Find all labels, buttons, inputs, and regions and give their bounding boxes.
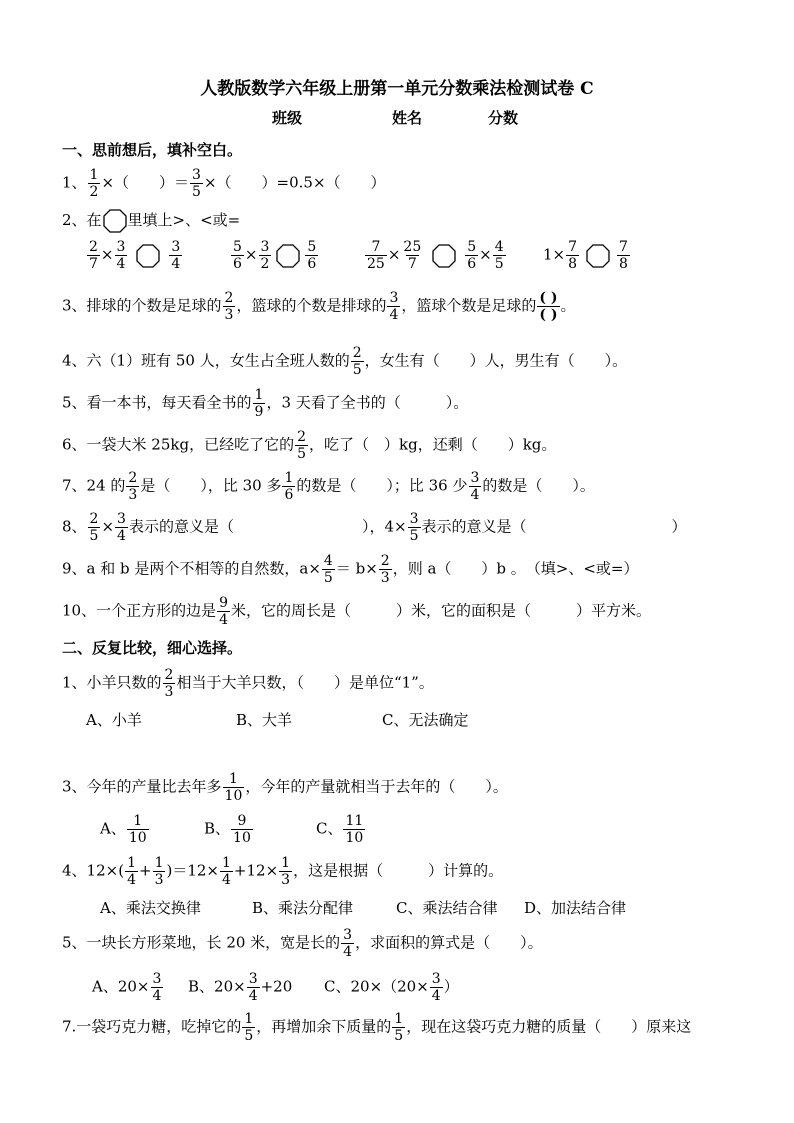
fraction — [115, 240, 128, 271]
numerator: 3 — [389, 290, 399, 306]
question-text: ，则 a（ ）b 。 （填>、<或=） — [392, 559, 639, 578]
denominator: 4 — [389, 307, 399, 323]
denominator: 4 — [470, 487, 480, 503]
fraction — [430, 972, 443, 1003]
question-1-1 — [62, 168, 386, 199]
fraction — [217, 596, 230, 627]
fraction — [253, 388, 266, 419]
question-text: )＝12× — [166, 861, 219, 880]
numerator: 9 — [219, 595, 229, 611]
numerator: 2 — [224, 290, 234, 306]
question-text: 5、看一本书，每天看全书的 — [62, 393, 252, 412]
option-a[interactable]: A、小羊 — [86, 711, 142, 729]
denominator: 3 — [128, 487, 138, 503]
question-text: ，再增加余下质量的 — [256, 1017, 392, 1036]
fraction — [127, 814, 149, 845]
numerator: 3 — [431, 971, 441, 987]
question-1-5 — [62, 388, 468, 419]
question-text: 相当于大羊只数，（ ）是单位“1”。 — [176, 673, 434, 692]
numerator: 25 — [403, 239, 422, 255]
numerator: 2 — [89, 511, 99, 527]
fraction — [566, 240, 579, 271]
question-1-10 — [62, 596, 651, 627]
numerator: 11 — [345, 813, 364, 829]
question-text: C、20×（20× — [324, 977, 429, 996]
question-2-3 — [62, 772, 508, 803]
numerator: 5 — [233, 239, 242, 255]
question-text: 7、24 的 — [62, 476, 126, 495]
fraction — [190, 168, 203, 199]
fraction — [305, 240, 318, 271]
numerator: 5 — [467, 239, 477, 255]
octagon-icon[interactable] — [136, 244, 160, 268]
fraction — [465, 240, 478, 271]
question-text: × — [101, 517, 115, 536]
question-text: 4、六（1）班有 50 人，女生占全班人数的 — [62, 351, 350, 370]
numerator: 1 — [127, 855, 136, 871]
numerator: 3 — [260, 239, 270, 255]
numerator: 1 — [281, 855, 291, 871]
question-text: 是（ ），比 30 多 — [140, 476, 282, 495]
fraction — [282, 471, 295, 502]
numerator: 3 — [470, 470, 480, 486]
denominator: 10 — [128, 830, 147, 846]
question-text: + — [138, 861, 152, 880]
denominator: 4 — [116, 256, 126, 272]
question-1-3 — [62, 291, 576, 322]
numerator: 3 — [116, 239, 126, 255]
name-label: 姓名 — [392, 109, 423, 127]
fraction — [379, 554, 392, 585]
fraction — [493, 240, 506, 271]
denominator: 5 — [494, 256, 504, 272]
numerator: 1 — [284, 470, 294, 486]
fraction — [322, 554, 335, 585]
question-1-4 — [62, 346, 627, 377]
numerator: 3 — [152, 971, 162, 987]
fraction — [341, 928, 354, 959]
fraction — [223, 772, 245, 803]
question-text: × — [100, 245, 114, 264]
question-text: × — [387, 245, 401, 264]
option-c[interactable]: C、无法确定 — [382, 711, 469, 729]
numerator: 1 — [229, 771, 238, 787]
numerator: 2 — [164, 667, 174, 683]
denominator: 10 — [233, 830, 251, 846]
fraction — [125, 856, 138, 887]
numerator: 1 — [89, 167, 99, 183]
question-1-8 — [62, 512, 687, 543]
question-2-1 — [62, 668, 434, 699]
numerator: 4 — [494, 239, 504, 255]
option-a[interactable] — [92, 972, 164, 1003]
question-text: 4、12×( — [62, 861, 125, 880]
question-text: B、 — [204, 819, 231, 838]
denominator: 4 — [248, 988, 258, 1004]
section-1-heading: 一、思前想后，填补空白。 — [62, 141, 243, 159]
question-text: ），4× — [361, 517, 407, 536]
numerator: 5 — [307, 239, 317, 255]
option-b[interactable]: B、大羊 — [236, 711, 293, 729]
fraction — [259, 240, 272, 271]
numerator: 1 — [394, 1011, 404, 1027]
question-text: 。 — [560, 296, 576, 315]
question-text: 里填上>、<或= — [127, 211, 241, 229]
fraction — [343, 814, 365, 845]
question-text: 9、a 和 b 是两个不相等的自然数，a× — [62, 559, 321, 578]
question-text: ×（ ）=0.5×（ ） — [203, 173, 386, 192]
question-text: 表示的意义是（ — [421, 517, 527, 536]
question-1-2 — [62, 209, 240, 233]
question-text: ，篮球个数是足球的 — [401, 296, 537, 315]
denominator: 7 — [407, 256, 417, 272]
denominator: 3 — [224, 307, 234, 323]
question-2-5 — [62, 928, 543, 959]
numerator: 1 — [244, 1011, 254, 1027]
question-text: +12× — [233, 861, 279, 880]
octagon-icon[interactable] — [432, 244, 456, 268]
fraction — [169, 240, 182, 271]
denominator: 4 — [127, 872, 136, 888]
numerator: ( ) — [539, 290, 558, 306]
numerator: 3 — [248, 971, 258, 987]
denominator: 5 — [409, 528, 419, 544]
numerator: 4 — [323, 553, 333, 569]
denominator: 5 — [323, 570, 333, 586]
question-text: 1、小羊只数的 — [62, 673, 162, 692]
denominator: ( ) — [539, 307, 558, 323]
option-a[interactable]: A、乘法交换律 — [100, 899, 201, 917]
question-text: 5、一块长方形菜地，长 20 米，宽是长的 — [62, 933, 341, 952]
question-text: A、20× — [92, 977, 150, 996]
question-text: 1、 — [62, 173, 87, 192]
denominator: 8 — [619, 256, 628, 272]
section-2-heading: 二、反复比较，细心选择。 — [62, 639, 243, 657]
option-c[interactable] — [324, 972, 459, 1003]
numerator: 3 — [192, 167, 201, 183]
denominator: 5 — [89, 528, 99, 544]
fraction — [153, 856, 166, 887]
denominator: 9 — [254, 404, 264, 420]
question-text: ，这是根据（ ）计算的。 — [293, 861, 504, 880]
question-text: 1× — [543, 245, 566, 264]
numerator: 7 — [371, 239, 381, 255]
denominator: 8 — [568, 256, 578, 272]
fraction — [537, 291, 559, 322]
denominator: 10 — [345, 830, 364, 846]
question-text: × — [479, 245, 492, 264]
question-text: ，现在这袋巧克力糖的质量（ ）原来这 — [406, 1017, 692, 1036]
question-text: C、 — [316, 819, 343, 838]
question-text: 2、在 — [62, 211, 102, 229]
denominator: 5 — [297, 446, 307, 462]
question-text: ，求面积的算式是（ ）。 — [355, 933, 543, 952]
numerator: 9 — [237, 813, 247, 829]
fraction — [617, 240, 630, 271]
fraction — [242, 1012, 255, 1043]
question-1-6 — [62, 430, 556, 461]
denominator: 6 — [233, 256, 242, 272]
fraction — [220, 856, 233, 887]
question-text: ×（ ）＝ — [101, 173, 190, 192]
question-text: 的数是（ ）。 — [482, 476, 595, 495]
question-text: ，吃了（ ）kg，还剩（ ）kg。 — [309, 435, 557, 454]
question-text: ，3 天看了全书的（ ）。 — [266, 393, 469, 412]
question-text: ，篮球的个数是排球的 — [236, 296, 387, 315]
fraction — [231, 814, 253, 845]
question-text: 米，它的周长是（ ）米，它的面积是（ ）平方米。 — [231, 601, 652, 620]
question-1-7 — [62, 471, 595, 502]
fraction — [387, 291, 400, 322]
numerator: 2 — [352, 345, 362, 361]
numerator: 1 — [154, 855, 164, 871]
compare-row-3 — [364, 240, 507, 271]
fraction — [88, 512, 101, 543]
denominator: 7 — [89, 256, 98, 272]
denominator: 5 — [244, 1028, 254, 1044]
question-text: ，女生有（ ）人，男生有（ ）。 — [364, 351, 628, 370]
denominator: 3 — [164, 684, 174, 700]
denominator: 4 — [117, 528, 126, 544]
compare-row-4 — [543, 240, 631, 271]
option-b[interactable] — [188, 972, 292, 1003]
question-text: ） — [443, 977, 459, 996]
fraction — [279, 856, 292, 887]
denominator: 4 — [431, 988, 441, 1004]
score-label: 分数 — [488, 109, 519, 127]
page-title: 人教版数学六年级上册第一单元分数乘法检测试卷 C — [200, 79, 594, 99]
fraction — [88, 168, 101, 199]
fraction — [365, 240, 387, 271]
fraction — [223, 291, 236, 322]
option-d[interactable]: D、加法结合律 — [524, 899, 627, 917]
fraction — [151, 972, 164, 1003]
question-text: 10、一个正方形的边是 — [62, 601, 217, 620]
fraction — [392, 1012, 405, 1043]
numerator: 2 — [128, 470, 138, 486]
denominator: 4 — [343, 944, 353, 960]
denominator: 3 — [380, 570, 390, 586]
question-text: A、 — [100, 819, 126, 838]
option-c[interactable] — [316, 814, 366, 845]
numerator: 3 — [409, 511, 419, 527]
fraction — [295, 430, 308, 461]
fraction — [401, 240, 423, 271]
numerator: 7 — [619, 239, 628, 255]
denominator: 3 — [154, 872, 164, 888]
numerator: 3 — [171, 239, 181, 255]
question-text: 7.一袋巧克力糖，吃掉它的 — [62, 1017, 242, 1036]
question-text: 6、一袋大米 25kg，已经吃了它的 — [62, 435, 295, 454]
numerator: 2 — [297, 429, 307, 445]
numerator: 3 — [343, 927, 353, 943]
question-text: ，今年的产量就相当于去年的（ ）。 — [245, 777, 508, 796]
denominator: 2 — [260, 256, 270, 272]
denominator: 4 — [222, 872, 231, 888]
question-text: +20 — [260, 977, 293, 996]
denominator: 4 — [171, 256, 181, 272]
denominator: 4 — [152, 988, 162, 1004]
numerator: 1 — [133, 813, 143, 829]
question-text: 的数是（ ）；比 36 少 — [296, 476, 468, 495]
denominator: 25 — [367, 256, 385, 272]
fraction — [408, 512, 421, 543]
question-2-4 — [62, 856, 503, 887]
question-text: 3、排球的个数是足球的 — [62, 296, 222, 315]
denominator: 4 — [219, 612, 229, 628]
denominator: 6 — [467, 256, 477, 272]
option-a[interactable] — [100, 814, 150, 845]
denominator: 5 — [192, 184, 201, 200]
numerator: 1 — [254, 387, 264, 403]
fraction — [126, 471, 139, 502]
fraction — [115, 512, 128, 543]
fraction — [87, 240, 100, 271]
numerator: 2 — [89, 239, 98, 255]
compare-row-2 — [230, 240, 319, 271]
question-text: ） — [671, 517, 687, 536]
fraction — [469, 471, 482, 502]
option-c[interactable]: C、乘法结合律 — [396, 899, 498, 917]
denominator: 6 — [284, 487, 294, 503]
octagon-icon[interactable] — [276, 244, 300, 268]
numerator: 2 — [380, 553, 390, 569]
denominator: 5 — [352, 362, 362, 378]
fraction — [247, 972, 260, 1003]
question-text: 表示的意义是（ — [128, 517, 234, 536]
compare-row-1 — [86, 240, 183, 271]
numerator: 3 — [117, 511, 126, 527]
class-label: 班级 — [272, 109, 303, 127]
option-b[interactable]: B、乘法分配律 — [252, 899, 354, 917]
fraction — [163, 668, 176, 699]
fraction — [231, 240, 244, 271]
numerator: 7 — [568, 239, 578, 255]
denominator: 6 — [307, 256, 317, 272]
denominator: 5 — [394, 1028, 404, 1044]
question-text: B、20× — [188, 977, 246, 996]
question-text: × — [244, 245, 258, 264]
question-2-7 — [62, 1012, 691, 1043]
question-text: ＝ b× — [335, 559, 378, 578]
numerator: 1 — [222, 855, 231, 871]
question-text: 3、今年的产量比去年多 — [62, 777, 222, 796]
question-1-9 — [62, 554, 639, 585]
denominator: 2 — [89, 184, 99, 200]
question-text: 8、 — [62, 517, 87, 536]
option-b[interactable] — [204, 814, 254, 845]
octagon-icon — [103, 209, 127, 233]
denominator: 3 — [281, 872, 291, 888]
denominator: 10 — [224, 788, 243, 804]
fraction — [351, 346, 364, 377]
octagon-icon[interactable] — [586, 244, 610, 268]
